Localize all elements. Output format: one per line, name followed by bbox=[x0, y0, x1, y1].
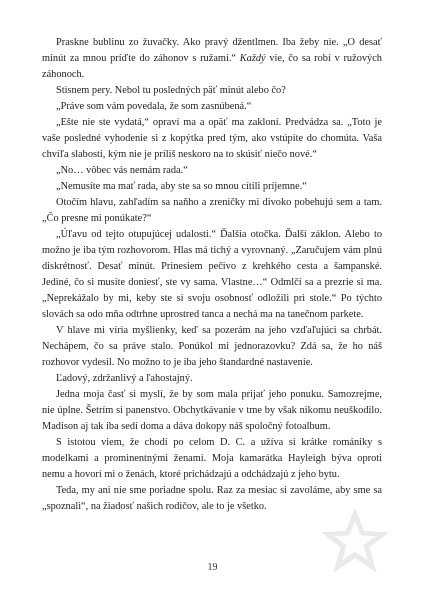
page-number: 19 bbox=[207, 562, 218, 573]
paragraph: Praskne bublinu zo žuvačky. Ako pravý džentlmen. Iba žeby nie. „O desať minút za mnou príďte do záhonov s ružami.“ Každý vie, čo sa robí v ružových záhonoch. bbox=[42, 37, 382, 80]
paragraph: Otočím hlavu, zahľadím sa naňho a zreničky mi divoko pobehujú sem a tam. „Čo presne mi ponúkate?“ bbox=[42, 197, 382, 224]
paragraph: „Ešte nie ste vydatá,“ opraví ma a opäť ma zakloní. Predvádza sa. „Toto je vaše posledné vyhodenie si z kopýtka pred tým, ako vstúpite do chomúta. Vaša chvíľa slabosti, kým nie je príliš neskoro na to skúsiť niečo nové.“ bbox=[42, 117, 382, 160]
paragraph: „No… vôbec vás nemám rada.“ bbox=[56, 165, 188, 176]
book-page-body bbox=[42, 35, 382, 515]
paragraph: Jedna moja časť si myslí, že by som mala prijať jeho ponuku. Samozrejme, nie úplne. Šetrím si panenstvo. Obchytkávanie v tme by však nikomu neuškodilo. Madison aj tak iba sedí doma a dáva dokopy náš spoločný fotoalbum. bbox=[42, 389, 382, 432]
paragraph: Ľadový, zdržanlivý a ľahostajný. bbox=[56, 373, 193, 384]
paragraph: V hlave mi víria myšlienky, keď sa pozerám na jeho vzďaľujúci sa chrbát. Nechápem, čo sa práve stalo. Ponúkol mi jednorazovku? Zdá sa, že ho náš rozhovor vydesil. No možno to je iba jeho štandardné nastavenie. bbox=[42, 325, 382, 368]
paragraph: „Práve som vám povedala, že som zasnúbená.“ bbox=[56, 101, 252, 112]
paragraph: S istotou viem, že chodí po celom D. C. a užíva si krátke romániky s modelkami a prominentnými ženami. Moja kamarátka Hayleigh býva oproti nemu a hovorí mi o ženách, ktoré prichádzajú a odchádzajú z jeho bytu. bbox=[42, 437, 382, 480]
paragraph: Teda, my ani nie sme poriadne spolu. Raz za mesiac si zavoláme, aby sme sa „spoznali“, na žiadosť našich rodičov, ale to je všetko. bbox=[42, 485, 382, 512]
paragraph: „Úľavu od tejto otupujúcej udalosti.“ Ďalšia otočka. Ďalší záklon. Alebo to možno je iba tým rozhovorom. Hlas má tichý a vyrovnaný. „Zaručujem vám plnú diskrétnosť. Desať minút. Prinesiem pečivo z krehkého cesta a šampanské. Jediné, čo si musíte doniesť, ste vy sama. Vlastne…“ Odmlčí sa a prezrie si ma. „Neprekážalo by mi, keby ste si svoju osobnosť odložili pri stole.“ Po týchto slovách sa odo mňa odtrhne uprostred tanca a nechá ma na tanečnom parkete. bbox=[42, 229, 382, 320]
paragraph: „Nemusíte ma mať rada, aby ste sa so mnou cítili príjemne.“ bbox=[56, 181, 307, 192]
publisher-star-watermark bbox=[319, 505, 391, 577]
paragraph: Stisnem pery. Nebol tu posledných päť minút alebo čo? bbox=[56, 85, 286, 96]
